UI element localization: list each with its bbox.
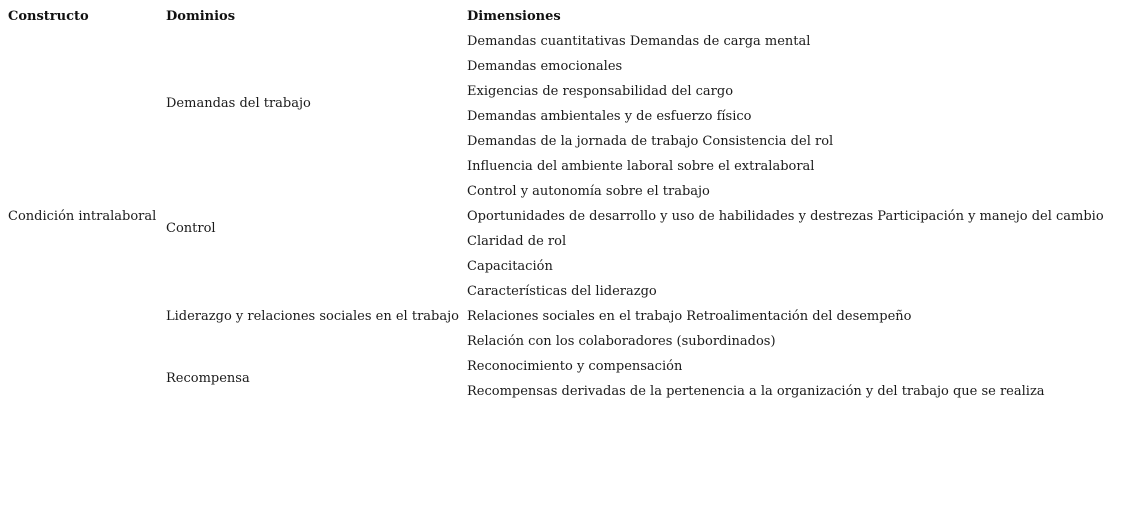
dominio-demandas-del-trabajo: Demandas del trabajo	[166, 96, 311, 111]
dimension-row: Exigencias de responsabilidad del cargo	[467, 84, 734, 99]
dimension-row: Control y autonomía sobre el trabajo	[467, 184, 710, 199]
dimension-row: Demandas cuantitativas Demandas de carga mental	[467, 34, 811, 49]
dominio-liderazgo: Liderazgo y relaciones sociales en el trabajo	[166, 309, 459, 324]
dimension-row: Demandas de la jornada de trabajo Consistencia del rol	[467, 134, 834, 149]
header-dimensiones: Dimensiones	[467, 9, 561, 24]
dimension-row: Demandas ambientales y de esfuerzo físico	[467, 109, 752, 124]
dimension-row: Demandas emocionales	[467, 59, 623, 74]
dimension-row: Claridad de rol	[467, 234, 567, 249]
dimension-row: Influencia del ambiente laboral sobre el extralaboral	[467, 159, 815, 174]
dimension-row: Características del liderazgo	[467, 284, 657, 299]
dimension-row: Relaciones sociales en el trabajo Retroalimentación del desempeño	[467, 309, 912, 324]
header-constructo: Constructo	[8, 9, 89, 24]
dimension-row: Recompensas derivadas de la pertenencia a la organización y del trabajo que se realiza	[467, 384, 1045, 399]
dimension-row: Relación con los colaboradores (subordinados)	[467, 334, 776, 349]
dominio-recompensa: Recompensa	[166, 371, 250, 386]
header-dominios: Dominios	[166, 9, 236, 24]
dominio-control: Control	[166, 221, 216, 236]
constructo-cell: Condición intralaboral	[8, 209, 157, 224]
dimension-row: Oportunidades de desarrollo y uso de habilidades y destrezas Participación y manejo del cambio	[467, 209, 1104, 224]
dimension-row: Reconocimiento y compensación	[467, 359, 683, 374]
dimension-row: Capacitación	[467, 259, 553, 274]
